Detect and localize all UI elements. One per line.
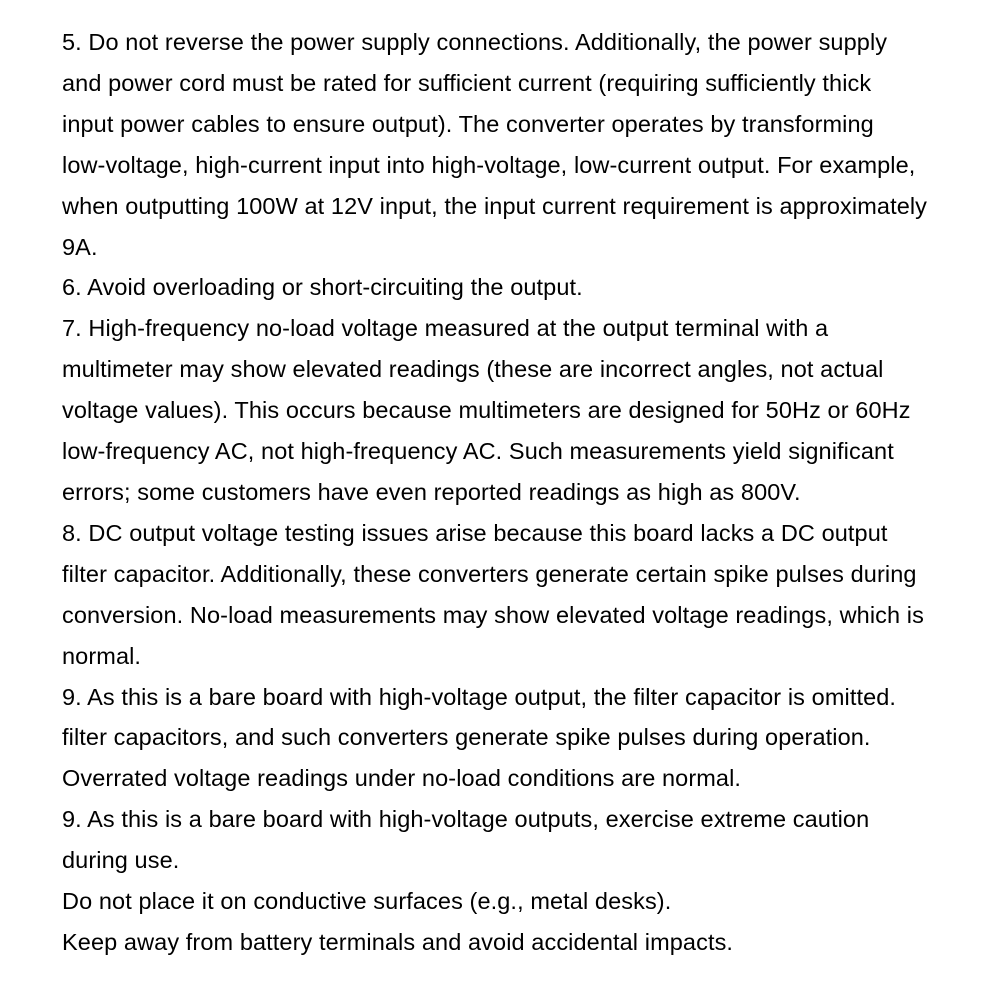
text-line: low-frequency AC, not high-frequency AC. Such measurements yield significant bbox=[62, 438, 894, 465]
text-line: input power cables to ensure output). The converter operates by transforming bbox=[62, 110, 874, 137]
text-line: 9A. bbox=[62, 233, 98, 260]
text-line: 7. High-frequency no-load voltage measured at the output terminal with a bbox=[62, 315, 829, 342]
text-line: voltage values). This occurs because multimeters are designed for 50Hz or 60Hz bbox=[62, 397, 911, 424]
text-line: 9. As this is a bare board with high-voltage outputs, exercise extreme caution bbox=[62, 806, 870, 833]
text-line: multimeter may show elevated readings (these are incorrect angles, not actual bbox=[62, 356, 884, 383]
text-line: during use. bbox=[62, 847, 180, 874]
text-line: low-voltage, high-current input into high-voltage, low-current output. For example, bbox=[62, 151, 916, 178]
text-line: filter capacitor. Additionally, these converters generate certain spike pulses during bbox=[62, 560, 917, 587]
text-line: Keep away from battery terminals and avoid accidental impacts. bbox=[62, 928, 734, 955]
text-line: 6. Avoid overloading or short-circuiting the output. bbox=[62, 274, 583, 301]
text-line: Do not place it on conductive surfaces (e.g., metal desks). bbox=[62, 888, 672, 915]
text-line: normal. bbox=[62, 642, 142, 669]
text-line: errors; some customers have even reported readings as high as 800V. bbox=[62, 478, 801, 505]
text-line: and power cord must be rated for sufficient current (requiring sufficiently thick bbox=[62, 69, 872, 96]
text-line: Overrated voltage readings under no-load conditions are normal. bbox=[62, 765, 742, 792]
text-line: when outputting 100W at 12V input, the input current requirement is approximately bbox=[62, 192, 928, 219]
text-line: 9. As this is a bare board with high-voltage output, the filter capacitor is omitted. bbox=[62, 683, 897, 710]
text-line: conversion. No-load measurements may show elevated voltage readings, which is bbox=[62, 601, 924, 628]
text-line: 5. Do not reverse the power supply connections. Additionally, the power supply bbox=[62, 29, 888, 55]
text-line: 8. DC output voltage testing issues arise because this board lacks a DC output bbox=[62, 519, 888, 546]
text-line: filter capacitors, and such converters generate spike pulses during operation. bbox=[62, 724, 871, 751]
